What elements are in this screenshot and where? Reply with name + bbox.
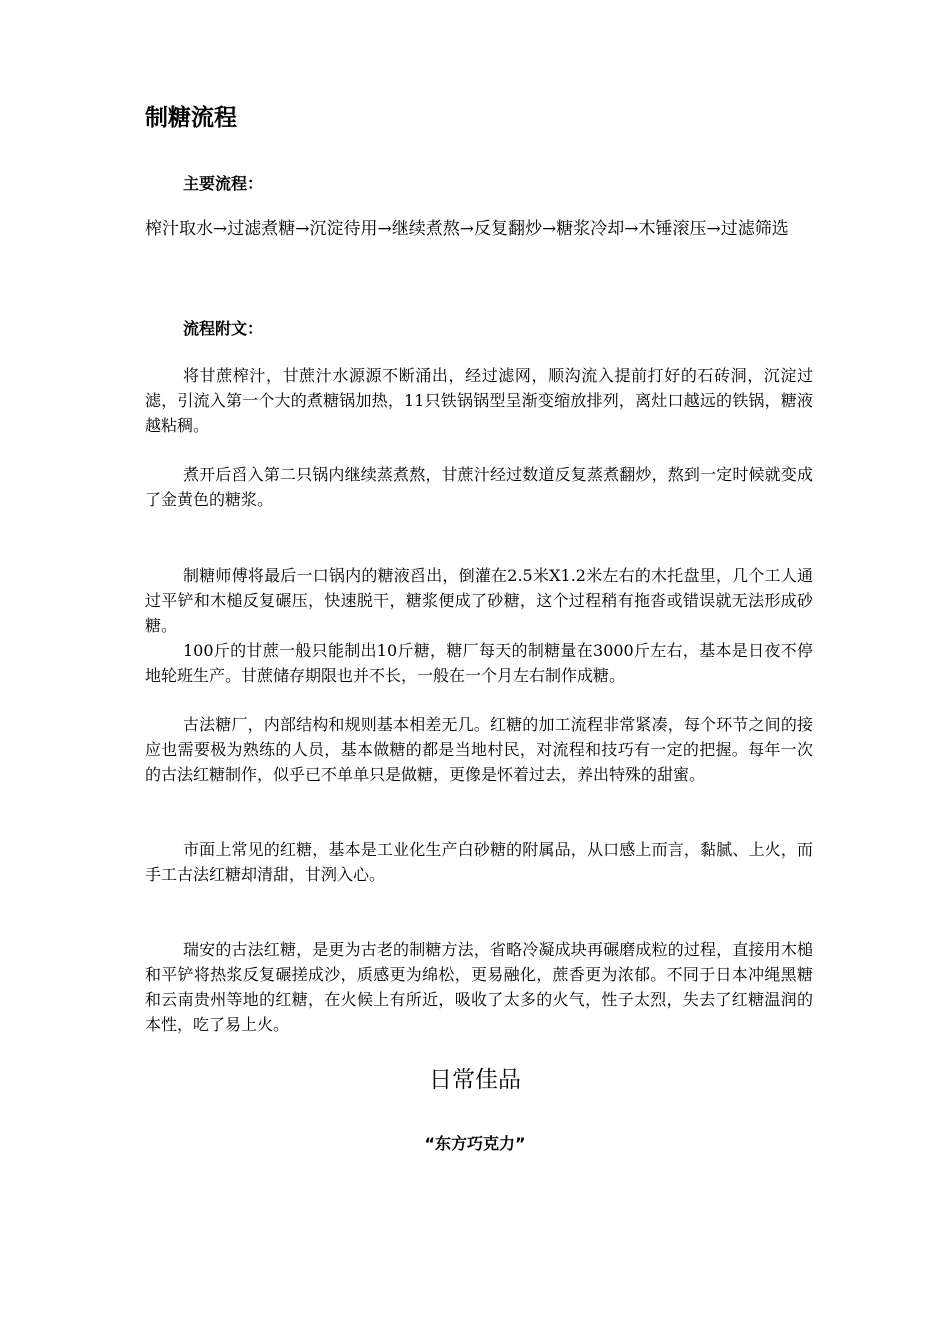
appendix-paragraph: 煮开后舀入第二只锅内继续蒸煮熬，甘蔗汁经过数道反复蒸煮翻炒，熬到一定时候就变成了金黄色的糖浆。 bbox=[145, 465, 813, 509]
main-process-heading: 主要流程： bbox=[183, 174, 264, 193]
section-title: 日常佳品 bbox=[429, 1067, 521, 1093]
appendix-heading: 流程附文： bbox=[183, 319, 264, 338]
section-subtitle: “东方巧克力” bbox=[424, 1134, 526, 1153]
appendix-paragraph: 将甘蔗榨汁，甘蔗汁水源源不断涌出，经过滤网，顺沟流入提前打好的石砖洞，沉淀过滤，引流入第一个大的煮糖锅加热，11只铁锅锅型呈渐变缩放排列，离灶口越远的铁锅，糖液越粘稠。 bbox=[145, 366, 813, 435]
appendix-paragraph: 制糖师傅将最后一口锅内的糖液舀出，倒灌在2.5米X1.2米左右的木托盘里，几个工人通过平铲和木槌反复碾压，快速脱干，糖浆便成了砂糖，这个过程稍有拖沓或错误就无法形成砂糖。 bbox=[145, 566, 813, 635]
appendix-paragraph: 100斤的甘蔗一般只能制出10斤糖，糖厂每天的制糖量在3000斤左右，基本是日夜不停地轮班生产。甘蔗储存期限也并不长，一般在一个月左右制作成糖。 bbox=[145, 641, 813, 685]
appendix-paragraph: 古法糖厂，内部结构和规则基本相差无几。红糖的加工流程非常紧凑，每个环节之间的接应也需要极为熟练的人员，基本做糖的都是当地村民，对流程和技巧有一定的把握。每年一次的古法红糖制作，似乎已不单单只是做糖，更像是怀着过去，养出特殊的甜蜜。 bbox=[145, 715, 813, 784]
main-process-text: 榨汁取水→过滤煮糖→沉淀待用→继续煮熬→反复翻炒→糖浆冷却→木锤滚压→过滤筛选 bbox=[145, 219, 789, 239]
page-title: 制糖流程 bbox=[145, 105, 237, 131]
appendix-paragraph: 瑞安的古法红糖，是更为古老的制糖方法，省略冷凝成块再碾磨成粒的过程，直接用木槌和平铲将热浆反复碾搓成沙，质感更为绵松，更易融化，蔗香更为浓郁。不同于日本冲绳黑糖和云南贵州等地的红糖，在火候上有所近，吸收了太多的火气，性子太烈，失去了红糖温润的本性，吃了易上火。 bbox=[145, 940, 813, 1034]
appendix-paragraph: 市面上常见的红糖，基本是工业化生产白砂糖的附属品，从口感上而言，黏腻、上火，而手工古法红糖却清甜，甘洌入心。 bbox=[145, 840, 813, 884]
